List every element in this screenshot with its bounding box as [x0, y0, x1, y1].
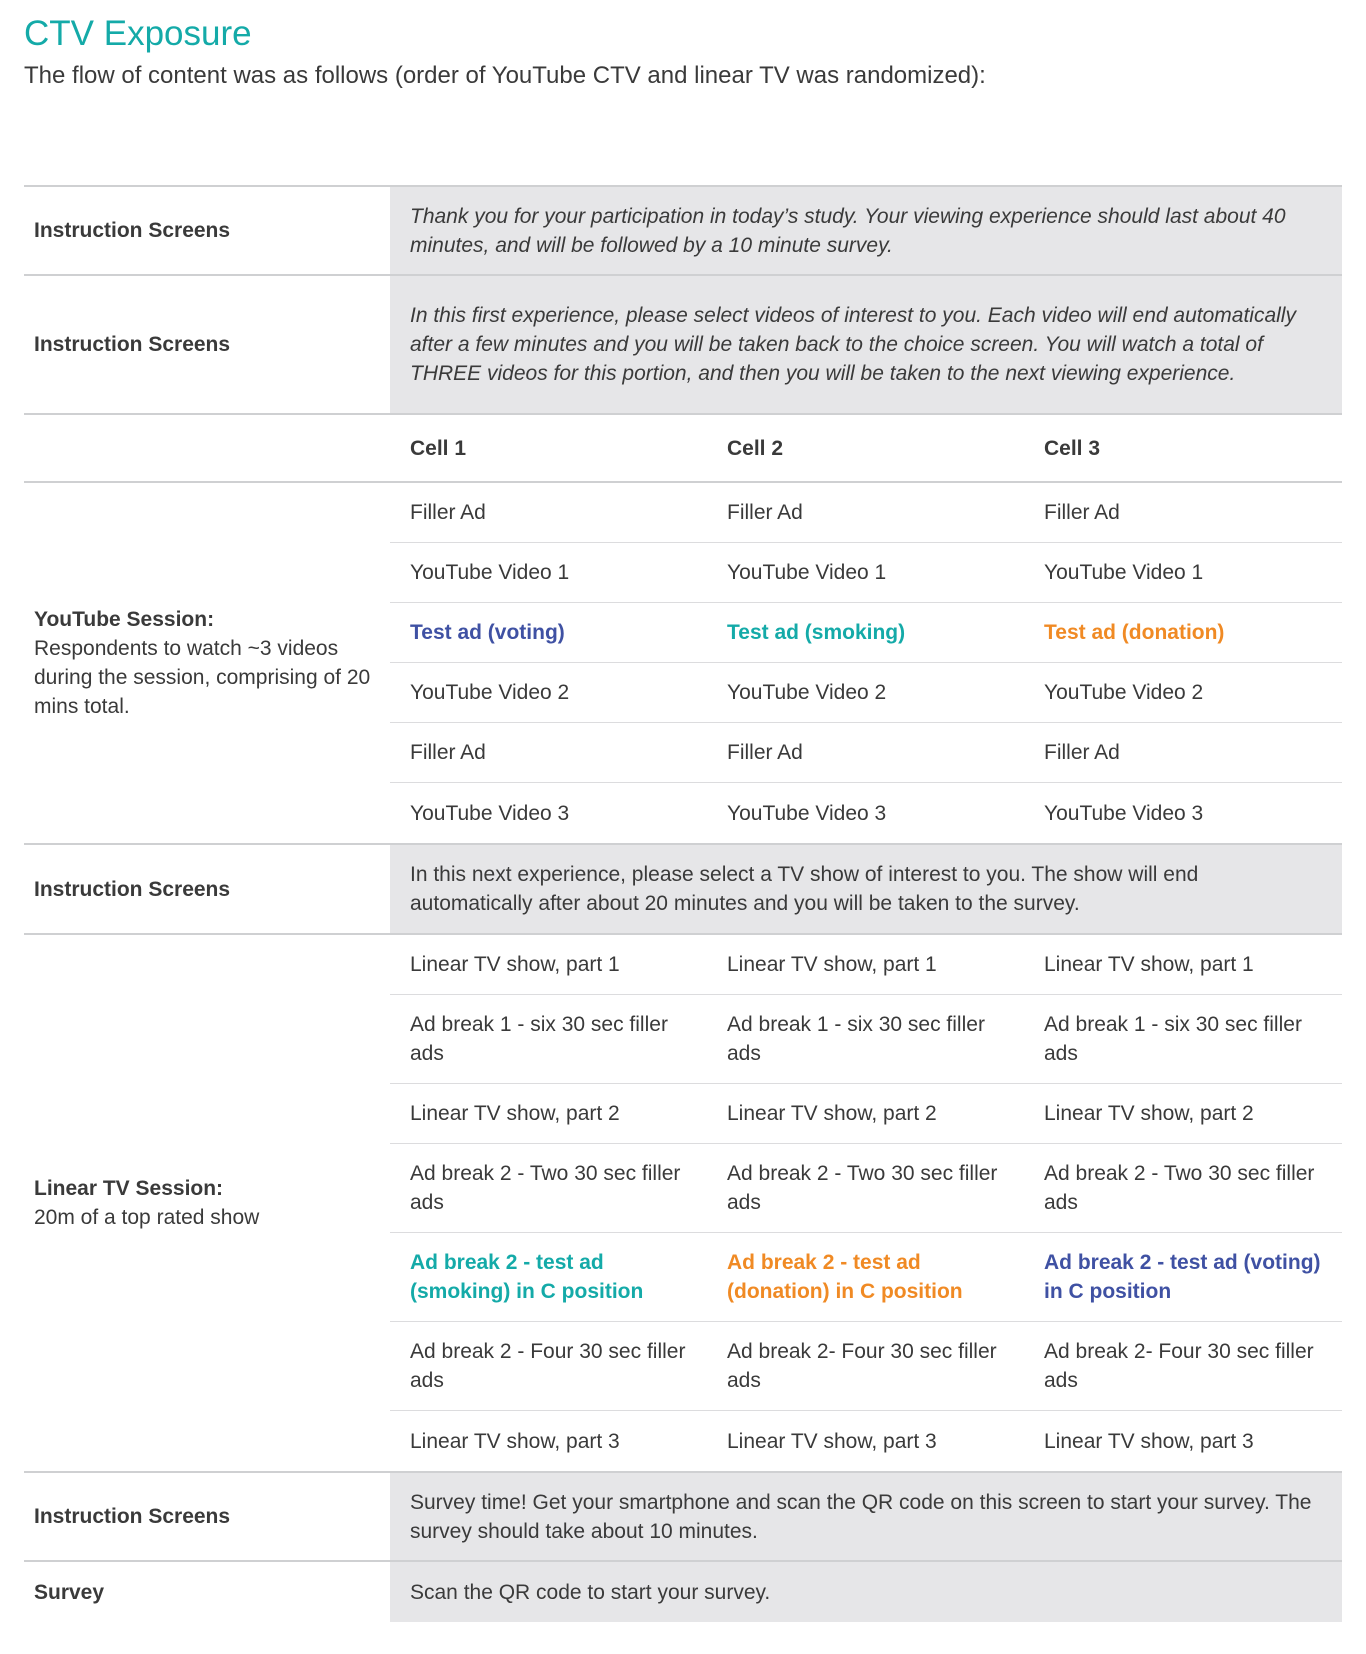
youtube-session-title: YouTube Session:	[34, 608, 215, 631]
test-ad-smoking: Test ad (smoking)	[727, 621, 906, 644]
test-ad-donation: Test ad (donation)	[1044, 621, 1225, 644]
survey-text: Scan the QR code to start your survey.	[390, 1562, 1342, 1622]
instruction-section-1	[24, 187, 1342, 276]
table-cell: Filler Ad	[727, 501, 803, 524]
instruction-section-2	[24, 276, 1342, 415]
table-row	[390, 663, 1342, 723]
linear-tv-session-section	[24, 935, 1342, 1473]
table-cell: YouTube Video 3	[410, 801, 570, 825]
table-cell: Filler Ad	[410, 741, 486, 764]
test-ad-smoking: Ad break 2 - test ad (smoking) in C position	[410, 1251, 644, 1303]
table-cell: YouTube Video 1	[410, 561, 570, 584]
section-label: Instruction Screens	[34, 877, 231, 901]
table-cell: Filler Ad	[410, 501, 486, 524]
section-label	[24, 483, 390, 843]
table-cell: Ad break 2 - Two 30 sec filler ads	[410, 1162, 681, 1214]
section-label	[24, 935, 390, 1471]
page-title: CTV Exposure	[24, 14, 252, 53]
table-cell: Filler Ad	[727, 741, 803, 764]
instruction-section-4	[24, 1473, 1342, 1562]
test-ad-voting: Ad break 2 - test ad (voting) in C position	[1044, 1251, 1321, 1303]
table-cell: YouTube Video 2	[1044, 681, 1204, 704]
table-cell: Ad break 2 - Four 30 sec filler ads	[410, 1340, 686, 1392]
instruction-text: Survey time! Get your smartphone and scan the QR code on this screen to start your survey. The survey should take about 10 minutes.	[390, 1473, 1342, 1560]
table-cell: Linear TV show, part 2	[410, 1102, 620, 1125]
instruction-section-3	[24, 845, 1342, 935]
table-cell: Ad break 2 - Two 30 sec filler ads	[727, 1162, 998, 1214]
table-cell: Filler Ad	[1044, 741, 1120, 764]
table-cell: YouTube Video 1	[1044, 561, 1204, 584]
column-header-cell-1: Cell 1	[410, 436, 467, 460]
section-label: Instruction Screens	[34, 333, 231, 356]
page-subtitle: The flow of content was as follows (order of YouTube CTV and linear TV was randomized):	[24, 62, 986, 89]
section-label: Instruction Screens	[34, 1505, 231, 1528]
instruction-text: In this first experience, please select videos of interest to you. Each video will end automatically after a few minutes and you will be taken back to the choice screen. You will watch a total of THREE videos for this portion, and then you will be taken to the next viewing experience.	[390, 276, 1342, 413]
table-cell: Ad break 2 - Two 30 sec filler ads	[1044, 1162, 1315, 1214]
column-header-cell-2: Cell 2	[727, 436, 784, 460]
table-row	[390, 1144, 1342, 1233]
table-cell: Linear TV show, part 3	[410, 1429, 620, 1453]
table-row	[390, 543, 1342, 603]
instruction-text: In this next experience, please select a TV show of interest to you. The show will end automatically after about 20 minutes and you will be taken to the survey.	[390, 845, 1342, 933]
table-row	[390, 1322, 1342, 1411]
column-header-cell-3: Cell 3	[1044, 436, 1101, 460]
table-cell: Linear TV show, part 3	[1044, 1429, 1254, 1453]
table-cell: YouTube Video 3	[1044, 801, 1204, 825]
table-row	[390, 1411, 1342, 1471]
linear-tv-session-title: Linear TV Session:	[34, 1177, 224, 1200]
table-cell: YouTube Video 2	[410, 681, 570, 704]
table-cell: Linear TV show, part 1	[410, 953, 620, 976]
youtube-session-section	[24, 483, 1342, 845]
table-cell: Linear TV show, part 1	[1044, 953, 1254, 976]
table-cell: Ad break 2- Four 30 sec filler ads	[727, 1340, 997, 1392]
cell-header-row	[24, 415, 1342, 483]
instruction-text: Thank you for your participation in today’s study. Your viewing experience should last about 40 minutes, and will be followed by a 10 minute survey.	[390, 187, 1342, 274]
table-cell: Ad break 1 - six 30 sec filler ads	[410, 1013, 668, 1065]
section-label: Instruction Screens	[34, 219, 231, 242]
table-cell: Ad break 1 - six 30 sec filler ads	[1044, 1013, 1302, 1065]
test-ad-voting: Test ad (voting)	[410, 621, 565, 644]
table-row	[390, 723, 1342, 783]
table-row	[390, 603, 1342, 663]
youtube-session-description: Respondents to watch ~3 videos during the session, comprising of 20 mins total.	[34, 637, 371, 718]
table-cell: Ad break 1 - six 30 sec filler ads	[727, 1013, 985, 1065]
linear-tv-session-description: 20m of a top rated show	[34, 1206, 260, 1229]
table-row	[390, 483, 1342, 543]
table-cell: Linear TV show, part 2	[727, 1102, 937, 1125]
table-row	[390, 1084, 1342, 1144]
table-cell: Linear TV show, part 1	[727, 953, 937, 976]
survey-section	[24, 1562, 1342, 1622]
table-row	[390, 935, 1342, 995]
section-label: Survey	[34, 1580, 105, 1604]
test-ad-donation: Ad break 2 - test ad (donation) in C position	[727, 1251, 963, 1303]
flow-table	[24, 185, 1342, 1622]
table-cell: Linear TV show, part 3	[727, 1429, 937, 1453]
table-cell: Filler Ad	[1044, 501, 1120, 524]
table-cell: YouTube Video 2	[727, 681, 887, 704]
table-cell: Linear TV show, part 2	[1044, 1102, 1254, 1125]
table-row	[390, 783, 1342, 843]
table-row	[390, 995, 1342, 1084]
table-cell: YouTube Video 1	[727, 561, 887, 584]
table-row	[390, 1233, 1342, 1322]
table-cell: Ad break 2- Four 30 sec filler ads	[1044, 1340, 1314, 1392]
table-cell: YouTube Video 3	[727, 801, 887, 825]
